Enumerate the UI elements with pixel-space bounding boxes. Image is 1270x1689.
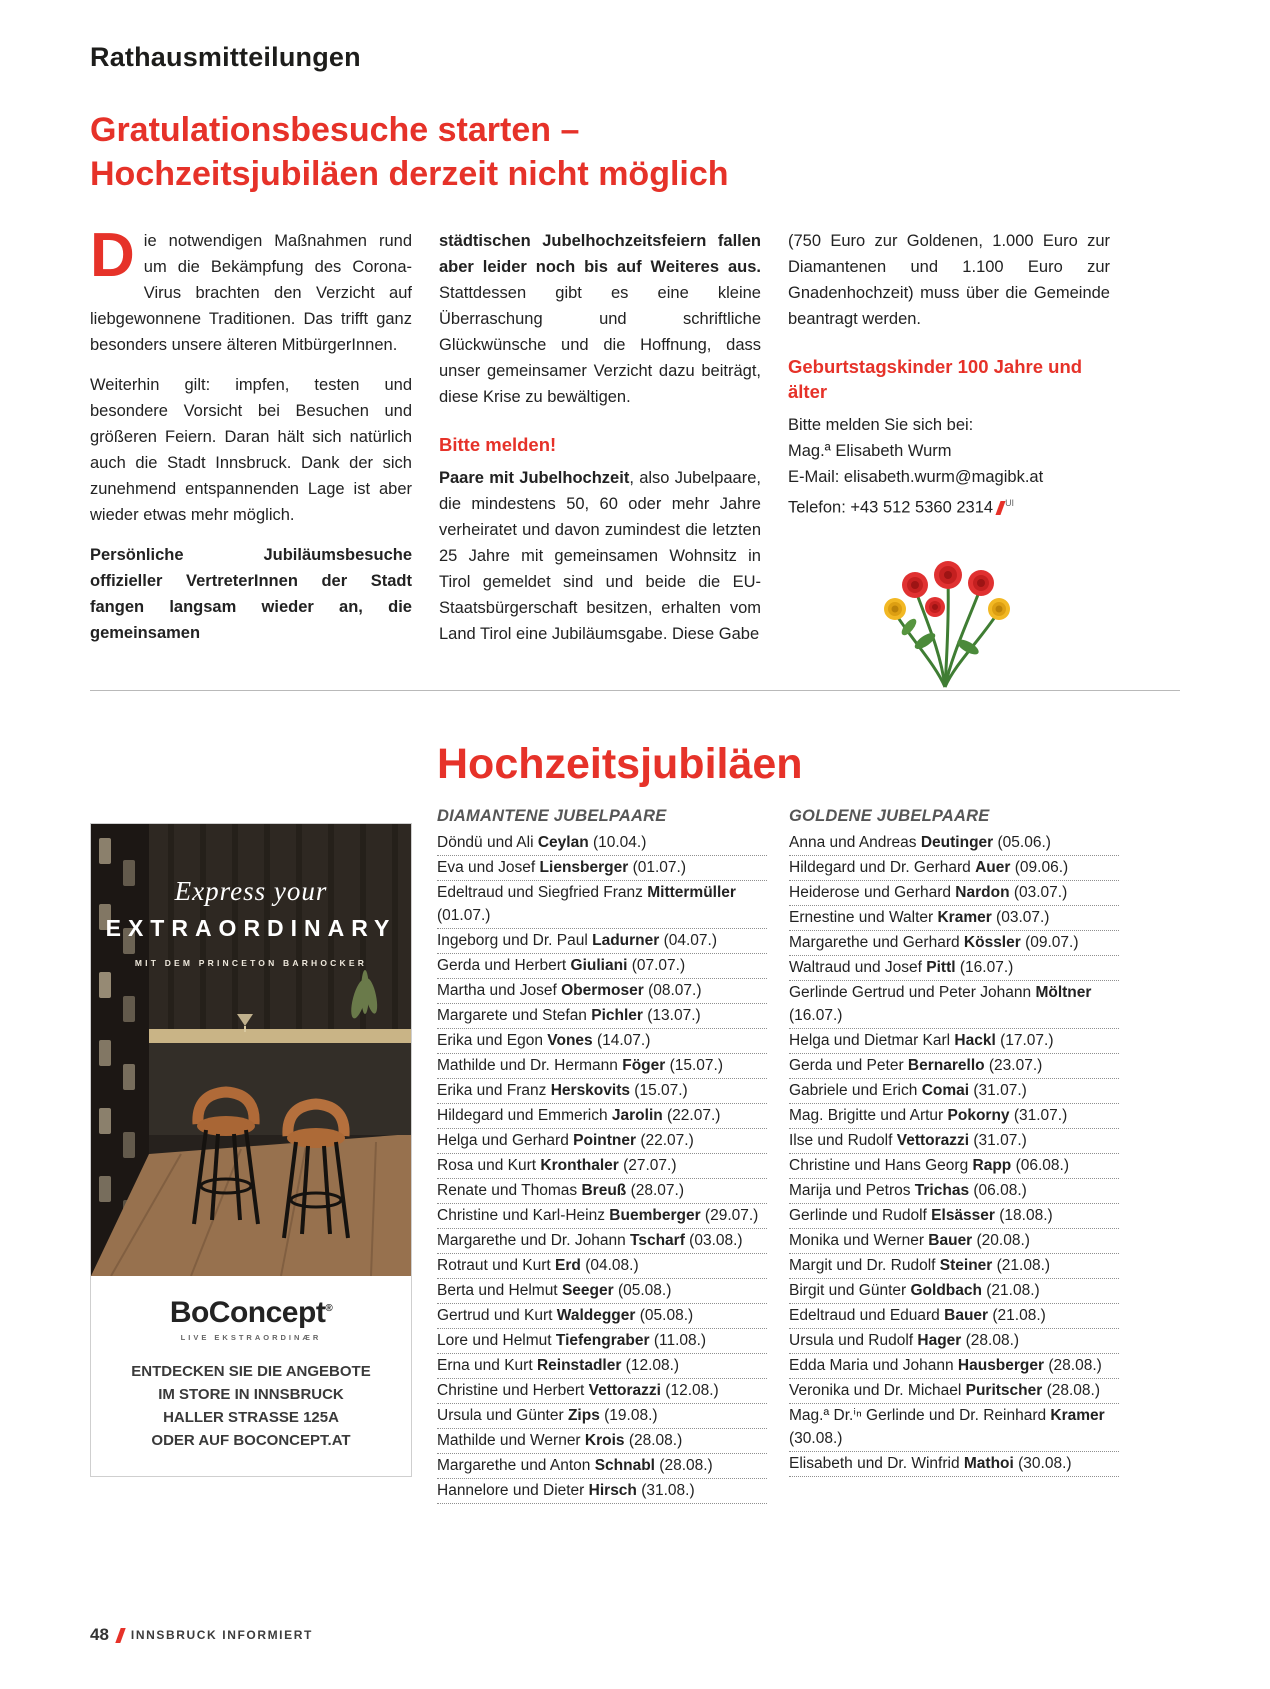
boconcept-logo — [91, 1296, 411, 1330]
ad-cta-line: ODER AUF BOCONCEPT.AT — [151, 1432, 351, 1449]
paragraph-celebrations-text: Stattdessen gibt es eine kleine Überraschung und schriftliche Glückwünsche und die Hoffnung, dass unser gemeinsamer Verzicht dazu beiträgt, diese Krise zu bewältigen. — [439, 284, 761, 406]
jubilee-list-item: Rotraut und Kurt Erd (04.08.) — [437, 1254, 767, 1279]
jubilee-list-item: Marija und Petros Trichas (06.08.) — [789, 1179, 1119, 1204]
ad-product-line: MIT DEM PRINCETON BARHOCKER — [134, 958, 368, 968]
jubilee-list-item: Edeltraud und Eduard Bauer (21.08.) — [789, 1304, 1119, 1329]
jubilee-list-item: Ilse und Rudolf Vettorazzi (31.07.) — [789, 1129, 1119, 1154]
contact-phone: Telefon: +43 512 5360 2314 — [788, 498, 994, 517]
jubilee-list-item: Helga und Gerhard Pointner (22.07.) — [437, 1129, 767, 1154]
jubilee-section — [437, 740, 1120, 1504]
ad-logo-block — [91, 1276, 411, 1350]
page-footer — [90, 1625, 313, 1645]
red-rose — [902, 572, 928, 598]
jubilee-list-item: Veronika und Dr. Michael Puritscher (28.08.) — [789, 1379, 1119, 1404]
paragraph-intro — [90, 221, 412, 358]
headline-line1: Gratulationsbesuche starten – — [90, 111, 580, 149]
footnote-marker: UI — [1005, 498, 1015, 508]
jubilee-list-item: Döndü und Ali Ceylan (10.04.) — [437, 831, 767, 856]
contact-block — [788, 412, 1110, 521]
jubilee-list-item: Ernestine und Walter Kramer (03.07.) — [789, 906, 1119, 931]
jubilee-list-item: Gertrud und Kurt Waldegger (05.08.) — [437, 1304, 767, 1329]
jubilee-list-item: Eva und Josef Liensberger (01.07.) — [437, 856, 767, 881]
ad-photo — [91, 824, 411, 1276]
jubilee-list-item: Berta und Helmut Seeger (05.08.) — [437, 1279, 767, 1304]
jubilee-list-item: Birgit und Günter Goldbach (21.08.) — [789, 1279, 1119, 1304]
ad-tagline-caps: EXTRAORDINARY — [105, 915, 397, 941]
contact-name: Mag.ª Elisabeth Wurm — [788, 442, 952, 460]
jubilee-list-item: Margarete und Stefan Pichler (13.07.) — [437, 1004, 767, 1029]
brand-name: BoConcept — [169, 1296, 326, 1329]
subheading-geburtstagskinder: Geburtstagskinder 100 Jahre und älter — [788, 356, 1083, 402]
ad-cta-line: IM STORE IN INNSBRUCK — [158, 1386, 344, 1403]
jubilee-list-item: Gerlinde und Rudolf Elsässer (18.08.) — [789, 1204, 1119, 1229]
red-rose — [934, 561, 962, 589]
paragraph-celebrations-bold: städtischen Jubelhochzeitsfeiern fallen aber leider noch bis auf Weiteres aus. — [439, 232, 761, 276]
jubilee-list-item: Gerlinde Gertrud und Peter Johann Möltner (16.07.) — [789, 981, 1119, 1029]
jubilee-list-item: Anna und Andreas Deutinger (05.06.) — [789, 831, 1119, 856]
jubilee-list-item: Hildegard und Dr. Gerhard Auer (09.06.) — [789, 856, 1119, 881]
jubilee-list-item: Gerda und Herbert Giuliani (07.07.) — [437, 954, 767, 979]
ad-overlay-text — [91, 876, 411, 968]
ad-tagline-script: Express your — [174, 876, 328, 906]
ad-cta-line: ENTDECKEN SIE DIE ANGEBOTE — [131, 1363, 371, 1380]
jubilee-list-item: Margit und Dr. Rudolf Steiner (21.08.) — [789, 1254, 1119, 1279]
article-headline — [90, 108, 729, 196]
red-rose — [925, 597, 945, 617]
jubilee-list-item: Mathilde und Werner Krois (28.08.) — [437, 1429, 767, 1454]
jubilee-list-item: Helga und Dietmar Karl Hackl (17.07.) — [789, 1029, 1119, 1054]
dropcap: D — [90, 221, 135, 290]
jubilee-list-item: Margarethe und Dr. Johann Tscharf (03.08.) — [437, 1229, 767, 1254]
jubilee-list-item: Ursula und Günter Zips (19.08.) — [437, 1404, 767, 1429]
jubilee-list-item: Margarethe und Anton Schnabl (28.08.) — [437, 1454, 767, 1479]
jubilee-list-diamantene — [437, 831, 767, 1504]
jubilee-header-goldene: GOLDENE JUBELPAARE — [789, 807, 990, 825]
contact-email: E-Mail: elisabeth.wurm@magibk.at — [788, 468, 1044, 486]
jubilee-list-item: Lore und Helmut Tiefengraber (11.08.) — [437, 1329, 767, 1354]
subheading-bitte-melden: Bitte melden! — [439, 434, 557, 455]
jubilee-list-item: Erika und Egon Vones (14.07.) — [437, 1029, 767, 1054]
jubilee-list-item: Gabriele und Erich Comai (31.07.) — [789, 1079, 1119, 1104]
jubilee-list-item: Erika und Franz Herskovits (15.07.) — [437, 1079, 767, 1104]
jubilee-list-item: Hannelore und Dieter Hirsch (31.08.) — [437, 1479, 767, 1504]
yellow-rose — [884, 598, 906, 620]
jubilee-list-item: Waltraud und Josef Pittl (16.07.) — [789, 956, 1119, 981]
article-column-1 — [90, 221, 412, 702]
advertisement-boconcept — [90, 823, 412, 1477]
ad-cta-line: HALLER STRASSE 125A — [163, 1409, 339, 1426]
red-rose — [968, 570, 994, 596]
headline-line2: Hochzeitsjubiläen derzeit nicht möglich — [90, 155, 729, 193]
paragraph-intro-text: ie notwendigen Maßnahmen rund um die Bekämpfung des Corona-Virus brachten den Verzicht auf liebgewonnene Traditionen. Das trifft ganz besonders unsere älteren MitbürgerInnen. — [90, 232, 412, 354]
jubilee-list-item: Martha und Josef Obermoser (08.07.) — [437, 979, 767, 1004]
jubilee-column-goldene — [789, 807, 1119, 1504]
section-kicker: Rathausmitteilungen — [90, 42, 361, 72]
paragraph-jubelhochzeit-text: , also Jubelpaare, die mindestens 50, 60 oder mehr Jahre verheiratet und davon zumindest die letzten 25 Jahre mit gemeinsamen Wohnsitz in Tirol gemeldet sind und beide die EU-Staatsbürgerschaft besitzen, erhalten vom Land Tirol eine Jubiläumsgabe. Diese Gabe — [439, 469, 761, 643]
registered-mark: ® — [325, 1303, 333, 1314]
jubilee-column-diamantene — [437, 807, 767, 1504]
page-number: 48 — [90, 1625, 109, 1644]
article-column-2 — [439, 228, 761, 702]
jubilee-list-item: Hildegard und Emmerich Jarolin (22.07.) — [437, 1104, 767, 1129]
jubilee-list-item: Christine und Herbert Vettorazzi (12.08.) — [437, 1379, 767, 1404]
section-divider — [90, 690, 1180, 691]
roses-illustration — [873, 549, 1023, 694]
jubilee-list-item: Christine und Hans Georg Rapp (06.08.) — [789, 1154, 1119, 1179]
yellow-rose — [988, 598, 1010, 620]
article-column-3 — [788, 228, 1110, 702]
brand-slogan: LIVE EKSTRAORDINÆR — [180, 1333, 322, 1342]
jubilee-list-item: Edeltraud und Siegfried Franz Mittermüller (01.07.) — [437, 881, 767, 929]
red-slash-icon — [115, 1628, 125, 1643]
contact-intro: Bitte melden Sie sich bei: — [788, 416, 974, 434]
jubilee-list-item: Ingeborg und Dr. Paul Ladurner (04.07.) — [437, 929, 767, 954]
jubilee-list-item: Erna und Kurt Reinstadler (12.08.) — [437, 1354, 767, 1379]
ad-store-info — [91, 1350, 411, 1476]
jubilee-title: Hochzeitsjubiläen — [437, 740, 803, 788]
jubilee-list-item: Margarethe und Gerhard Kössler (09.07.) — [789, 931, 1119, 956]
paragraph-visits-bold: Persönliche Jubiläumsbesuche offizieller VertreterInnen der Stadt fangen langsam wieder an, die gemeinsamen — [90, 546, 412, 642]
paragraph-rules: Weiterhin gilt: impfen, testen und besondere Vorsicht bei Besuchen und größeren Feiern. Daran hält sich natürlich auch die Stadt Innsbruck. Dank der sich zunehmend entspannenden Lage ist aber wieder etwas mehr möglich. — [90, 376, 412, 524]
jubilee-header-diamantene: DIAMANTENE JUBELPAARE — [437, 807, 667, 825]
jubilee-list-item: Monika und Werner Bauer (20.08.) — [789, 1229, 1119, 1254]
jubilee-list-item: Mag. Brigitte und Artur Pokorny (31.07.) — [789, 1104, 1119, 1129]
jubilee-list-item: Gerda und Peter Bernarello (23.07.) — [789, 1054, 1119, 1079]
paragraph-jubelhochzeit-bold: Paare mit Jubelhochzeit — [439, 469, 630, 487]
jubilee-list-item: Renate und Thomas Breuß (28.07.) — [437, 1179, 767, 1204]
jubilee-list-goldene — [789, 831, 1119, 1477]
article-body — [90, 221, 1112, 702]
magazine-name: INNSBRUCK INFORMIERT — [130, 1628, 313, 1642]
jubilee-list-item: Christine und Karl-Heinz Buemberger (29.07.) — [437, 1204, 767, 1229]
jubilee-list-item: Mathilde und Dr. Hermann Föger (15.07.) — [437, 1054, 767, 1079]
jubilee-list-item: Rosa und Kurt Kronthaler (27.07.) — [437, 1154, 767, 1179]
jubilee-list-item: Mag.ª Dr.ⁱⁿ Gerlinde und Dr. Reinhard Kramer (30.08.) — [789, 1404, 1119, 1452]
jubilee-list-item: Ursula und Rudolf Hager (28.08.) — [789, 1329, 1119, 1354]
paragraph-jubelhochzeit — [439, 465, 761, 647]
paragraph-money: (750 Euro zur Goldenen, 1.000 Euro zur Diamantenen und 1.100 Euro zur Gnadenhochzeit) muss über die Gemeinde beantragt werden. — [788, 232, 1110, 328]
jubilee-list-item: Elisabeth und Dr. Winfrid Mathoi (30.08.) — [789, 1452, 1119, 1477]
jubilee-list-item: Edda Maria und Johann Hausberger (28.08.) — [789, 1354, 1119, 1379]
jubilee-list-item: Heiderose und Gerhard Nardon (03.07.) — [789, 881, 1119, 906]
paragraph-celebrations — [439, 228, 761, 410]
